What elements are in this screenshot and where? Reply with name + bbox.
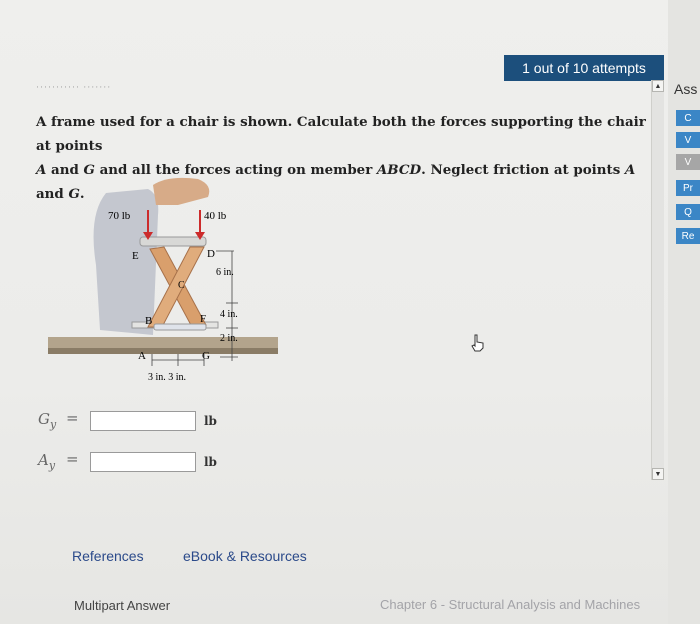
answer-label-ay: $A_y$ = (38, 450, 79, 472)
vertical-scrollbar[interactable] (651, 80, 664, 480)
point-G: G (202, 350, 210, 362)
side-button-2[interactable]: V (676, 132, 700, 148)
side-button-3[interactable]: V (676, 154, 700, 170)
dim-bottom: 3 in. 3 in. (148, 372, 187, 383)
answer-row-gy (38, 410, 217, 431)
person-head (153, 178, 209, 205)
point-B: B (145, 315, 153, 327)
chapter-label: Chapter 6 - Structural Analysis and Machines (380, 597, 641, 612)
side-button-6[interactable]: Re (676, 228, 700, 244)
point-E: E (132, 250, 139, 262)
ay-input[interactable] (90, 452, 196, 472)
point-C: C (178, 280, 185, 291)
scroll-down-button[interactable] (652, 468, 664, 480)
side-button-5[interactable]: Q (676, 204, 700, 220)
answer-label-gy: $G_y$ = (38, 409, 79, 431)
point-F: F (200, 313, 207, 325)
dim-6in: 6 in. (216, 267, 234, 278)
faded-heading: ··········· ······· (36, 82, 112, 92)
scroll-up-icon: ▲ (654, 82, 662, 90)
question-text: A frame used for a chair is shown. Calculate both the forces supporting the chair at points A and G and all the forces acting on member ABCD. Neglect friction at points A and G. (36, 114, 646, 202)
side-panel-title: Ass (674, 81, 698, 97)
load-left-label: 70 lb (108, 210, 131, 222)
chair-seat (140, 237, 206, 246)
side-button-1[interactable]: C (676, 110, 700, 126)
dim-4in: 4 in. (220, 309, 238, 320)
scroll-up-button[interactable] (652, 80, 664, 92)
multipart-answer-label: Multipart Answer (74, 598, 171, 613)
gy-input[interactable] (90, 411, 196, 431)
unit-gy: lb (204, 413, 217, 428)
scroll-down-icon: ▼ (654, 470, 662, 478)
references-link[interactable]: References (72, 548, 144, 564)
attempts-badge: 1 out of 10 attempts (504, 55, 664, 81)
side-button-4[interactable]: Pr (676, 180, 700, 196)
point-A: A (138, 350, 146, 362)
floor-edge (48, 348, 278, 354)
chair-frame-figure (48, 175, 278, 385)
load-right-label: 40 lb (204, 210, 227, 222)
pointer-cursor-icon (470, 334, 486, 352)
answer-row-ay (38, 451, 217, 472)
point-D: D (207, 248, 215, 260)
brace-BF (154, 324, 206, 330)
ebook-resources-link[interactable]: eBook & Resources (183, 548, 307, 564)
unit-ay: lb (204, 454, 217, 469)
dim-2in: 2 in. (220, 333, 238, 344)
